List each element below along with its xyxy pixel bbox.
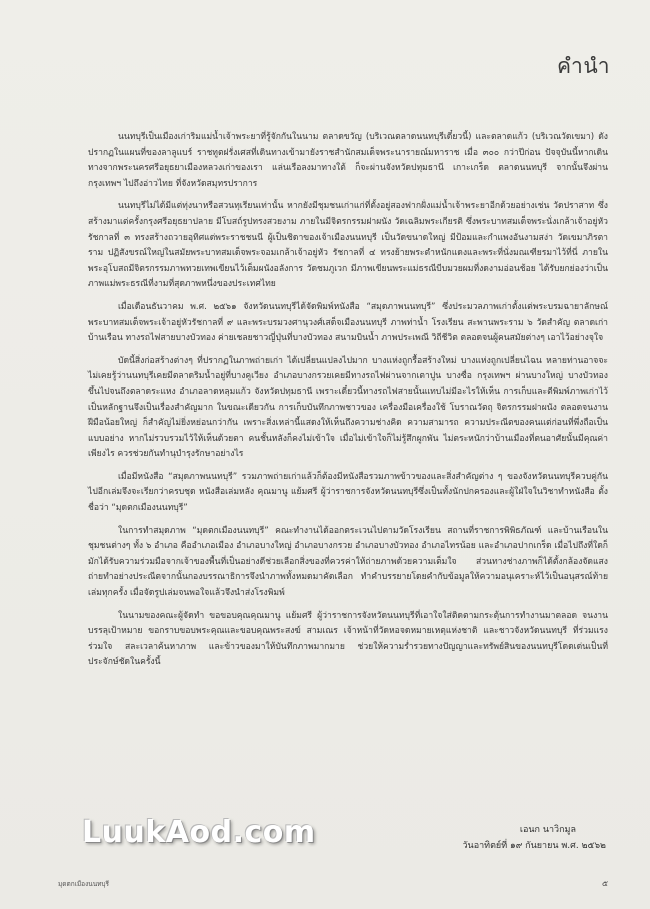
paragraph: นนทบุรีไม่ได้มีแต่ทุ่งนาหรือสวนทุเรียนเท่านั้น หากยังมีชุมชนเก่าแก่ที่ตั้งอยู่สองฟากฝั่งแม่น้ำเจ้าพระยาอีกด้วยอย่างเช่น วัดปราสาท ซึ่งสร้างมาแต่ครั้งกรุงศรีอยุธยาปลาย มีโบสถ์รูปทรงสวยงาม ภายในมีจิตรกรรมฝาผนัง วัดเฉลิมพระเกียรติ ซึ่งพระบาทสมเด็จพระนั่งเกล้าเจ้าอยู่หัวรัชกาลที่ ๓ ทรงสร้างถวายอุทิศแด่พระราชชนนี ผู้เป็นชิดาของเจ้าเมืองนนทบุรี เป็นวัดขนาดใหญ่ มีป้อมและกำแพงอันงามสง่า วัดเขมาภิรตาราม ปฏิสังขรณ์ใหญ่ในสมัยพระบาทสมเด็จพระจอมเกล้าเจ้าอยู่หัว รัชกาลที่ ๔ ทรงย้ายพระตำหนักแดงและพระที่นั่งมณเฑียรมาไว้ที่นี่ ภายในพระอุโบสถมีจิตรกรรมภาพทวยเทพเขียนไว้เต็มผนังอลังการ วัดชมภูเวก มีภาพเขียนพระแม่ธรณีบีบมวยผมที่งดงามอ่อนช้อย ได้รับยกย่องว่าเป็นภาพแม่พระธรณีที่งามที่สุดภาพหนึ่งของประเทศไทย <box>88 201 608 290</box>
foreword-body <box>88 130 608 678</box>
signature-date: วันอาทิตย์ที่ ๑๙ กันยายน พ.ศ. ๒๕๖๒ <box>462 841 606 851</box>
footer-book-title: มุดตกเมืองนนทบุรี <box>58 880 110 888</box>
signature-block <box>462 822 606 854</box>
paragraph: ในนามของคณะผู้จัดทำ ขอขอบคุณคุณมานู แย้มศรี ผู้ว่าราชการจังหวัดนนทบุรีที่เอาใจใส่ติดตามกระตุ้นการทำงานมาตลอด จนงานบรรลุเป้าหมาย ขอกราบขอบพระคุณและขอบคุณพระสงฆ์ สามเณร เจ้าหน้าที่วัดหอจดหมายเหตุแห่งชาติ และชาวจังหวัดนนทบุรี ที่ร่วมแรงร่วมใจ สละเวลาค้นหาภาพ และข้าวของมาให้บันทึกภาพมากมาย ช่วยให้ความร่ำรวยทางปัญญาและทรัพย์สินของนนทบุรีโดดเด่นเป็นที่ประจักษ์ชัดในครั้งนี้ <box>88 610 608 668</box>
paragraph: เมื่อมีหนังสือ “สมุดภาพนนทบุรี” รวมภาพถ่ายเก่าแล้วก็ต้องมีหนังสือรวมภาพข้าวของและสิ่งสำคัญต่าง ๆ ของจังหวัดนนทบุรีควบคู่กันไปอีกเล่มจึงจะเรียกว่าครบชุด หนังสือเล่มหลัง คุณมานู แย้มศรี ผู้ว่าราชการจังหวัดนนทบุรีซึ่งเป็นทั้งนักปกครองและผู้ใฝ่ใจในวิชาทำหนังสือ ตั้งชื่อว่า “มุดตกเมืองนนทบุรี” <box>88 471 608 514</box>
paragraph: ในการทำสมุดภาพ “มุดตกเมืองนนทบุรี” คณะทำงานได้ออกตระเวนไปตามวัดโรงเรียน สถานที่ราชการพิพิธภัณฑ์ และบ้านเรือนในชุมชนต่างๆ ทั้ง ๖ อำเภอ คืออำเภอเมือง อำเภอบางใหญ่ อำเภอบางกรวย อำเภอบางบัวทอง อำเภอไทรน้อย และอำเภอปากเกร็ด เมื่อไปถึงที่ใดก็มักได้รับความร่วมมือจากเจ้าของพื้นที่เป็นอย่างดีช่วยเลือกสิ่งของที่ควรค่าให้ถ่ายภาพด้วยความเต็มใจ ส่วนทางช่างภาพก็ได้ตั้งกล้องจัดแสง ถ่ายทำอย่างประณีตจากนั้นกองบรรณาธิการจึงนำภาพทั้งหมดมาคัดเลือก ทำคำบรรยายโดยคำกับข้อมูลให้ความอนุเคราะห์ไว้เป็นอนุสรณ์ท้ายเล่มทุกครั้ง เมื่อจัดรูปเล่มจนพอใจแล้วจึงนำส่งโรงพิมพ์ <box>88 525 608 599</box>
author-name: เอนก นาวิกมูล <box>519 825 576 835</box>
paragraph: นนทบุรีเป็นเมืองเก่าริมแม่น้ำเจ้าพระยาที่รู้จักกันในนาม ตลาดขวัญ (บริเวณตลาดนนทบุรีเดี๋ยวนี้) และตลาดแก้ว (บริเวณวัดเขมา) ดังปรากฏในแผนที่ของลาลูแบร์ ราชทูตฝรั่งเศสที่เดินทางเข้ามายังราชสำนักสมเด็จพระนารายณ์มหาราช เมื่อ ๓๐๐ กว่าปีก่อน ปัจจุบันนี้หากเดินทางจากพระนครศรีอยุธยาเมืองหลวงเก่าของเรา แล่นเรือลงมาทางใต้ ก็จะผ่านจังหวัดปทุมธานี เกาะเกร็ด ตลาดนนทบุรี จากนั้นจึงผ่านกรุงเทพฯ ไปถึงอ่าวไทย ที่จังหวัดสมุทรปราการ <box>88 132 608 189</box>
paragraph: เมื่อเดือนธันวาคม พ.ศ. ๒๕๖๑ จังหวัดนนทบุรีได้จัดพิมพ์หนังสือ “สมุดภาพนนทบุรี” ซึ่งประมวลภาพเก่าตั้งแต่พระบรมฉายาลักษณ์พระบาทสมเด็จพระเจ้าอยู่หัวรัชกาลที่ ๙ และพระบรมวงศานุวงศ์เสด็จเมืองนนทบุรี ภาพท่าน้ำ โรงเรียน สะพานพระราม ๖ วัดสำคัญ ตลาดเก่า บ้านเรือน ทางรถไฟสายบางบัวทอง ค่ายเชลยชาวญี่ปุ่นที่บางบัวทอง สนามบินน้ำ ภาพประเพณี วิถีชีวิต ตลอดจนผู้คนสมัยต่างๆ เอาไว้อย่างจุใจ <box>88 301 608 344</box>
watermark-logo: LuukAod.com <box>82 815 316 850</box>
paragraph: บัดนี้สิ่งก่อสร้างต่างๆ ที่ปรากฏในภาพถ่ายเก่า ได้เปลี่ยนแปลงไปมาก บางแห่งถูกรื้อสร้างใหม่ บางแห่งถูกเปลี่ยนไฉน หลายท่านอาจจะไม่เคยรู้ว่านนทบุรีเคยมีตลาดริมน้ำอยู่ที่บางคูเวียง อำเภอบางกรวยเคยมีทางรถไฟผ่านจากเตาปูน บางซื่อ กรุงเทพฯ ผ่านบางใหญ่ บางบัวทอง ขึ้นไปจนถึงตลาดระแหง อำเภอลาดหลุมแก้ว จังหวัดปทุมธานี เพราะเดี๋ยวนี้ทางรถไฟสายนั้นแทบไม่มีอะไรให้เห็น การเก็บและตีพิมพ์ภาพเก่าไว้เป็นหลักฐานจึงเป็นเรื่องสำคัญมาก ในขณะเดียวกัน การเก็บบันทึกภาพชาวของ เครื่องมือเครื่องใช้ โบราณวัตถุ จิตรกรรมฝาผนัง ตลอดจนงานฝีมือน้อยใหญ่ ก็สำคัญไม่ยิ่งหย่อนกว่ากัน เพราะสิ่งเหล่านี้แสดงให้เห็นถึงความช่างคิด ความสามารถ ความประณีตของคนแต่ก่อนที่พึ่งถือเป็นแบบอย่าง หากไม่รวบรวมไว้ให้เห็นด้วยตา คนชั้นหลังก็คงไม่เข้าใจ เมื่อไม่เข้าใจก็ไม่รู้สึกผูกพัน ไม่ตระหนักว่าบ้านเมืองที่ตนอาศัยนั้นมีคุณค่าเพียงไร ควรช่วยกันทำนุบำรุงรักษาอย่างไร <box>88 355 608 460</box>
page-number: ๕ <box>601 879 608 888</box>
page-title: คำนำ <box>557 54 610 78</box>
